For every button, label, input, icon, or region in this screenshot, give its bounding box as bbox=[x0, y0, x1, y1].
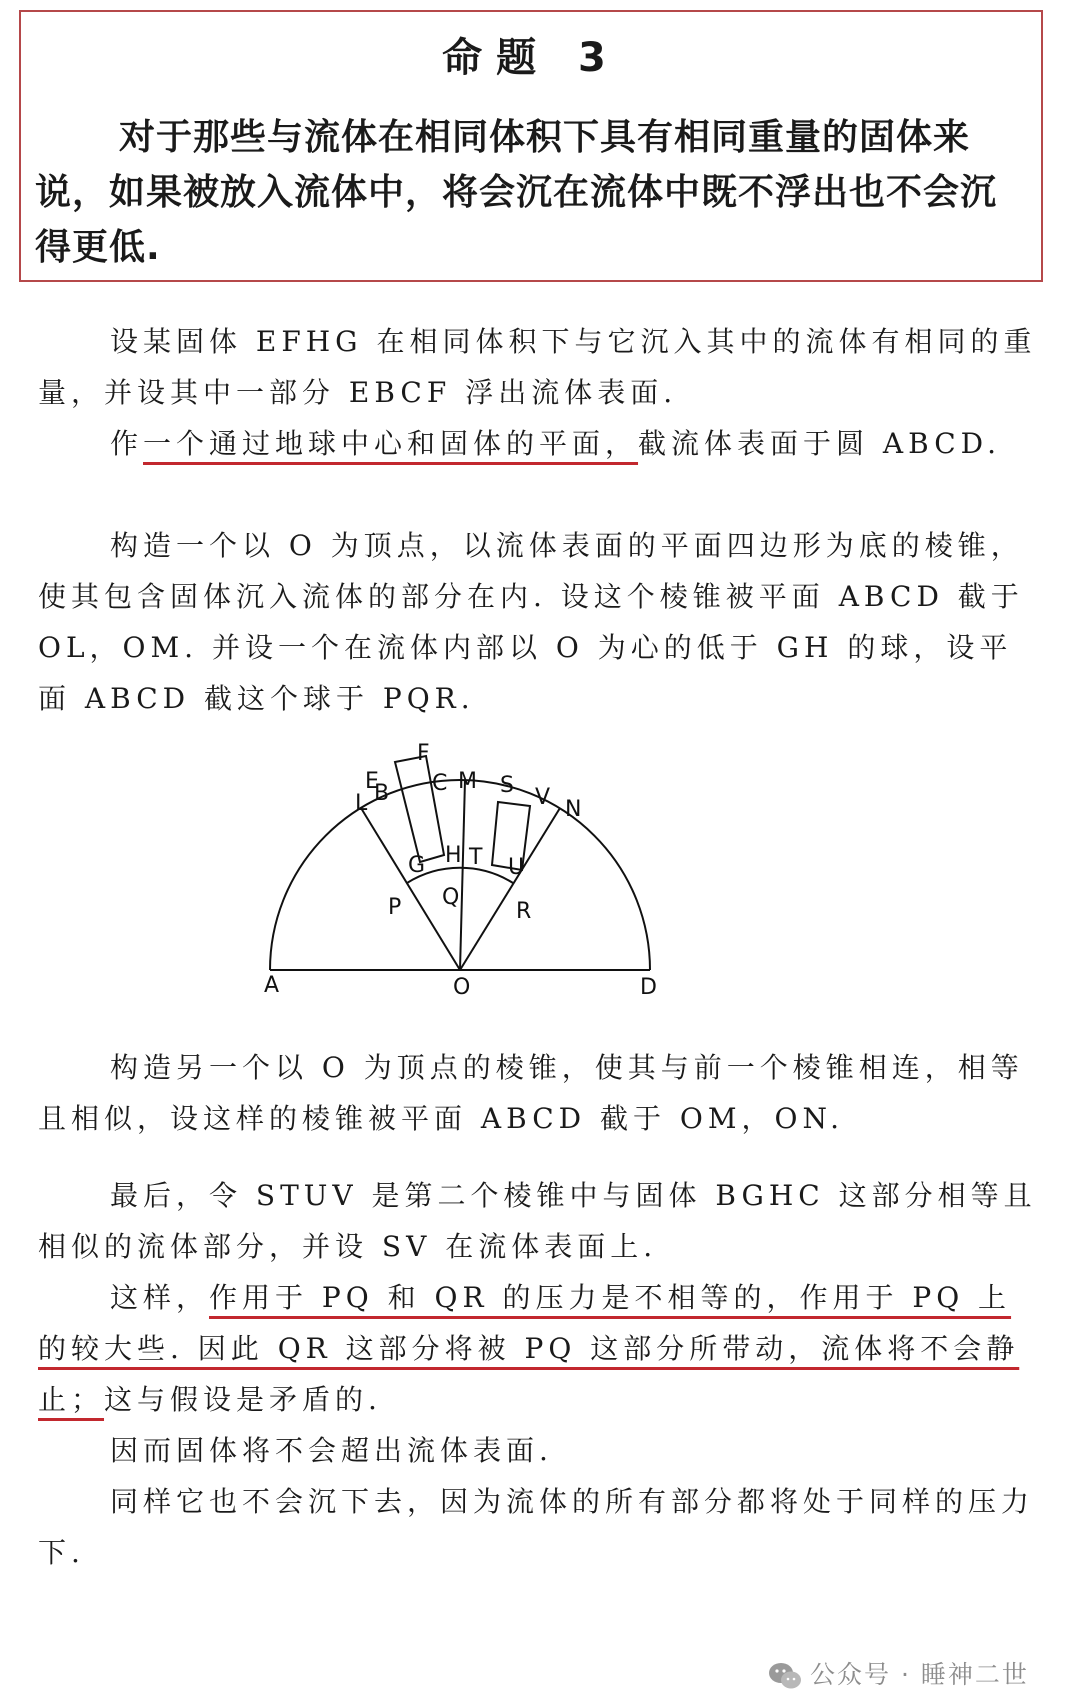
wechat-icon bbox=[768, 1662, 802, 1690]
label-p: P bbox=[388, 895, 402, 920]
paragraph-7: 因而固体将不会超出流体表面. bbox=[110, 1434, 553, 1467]
watermark bbox=[768, 1655, 1029, 1691]
label-m: M bbox=[458, 769, 477, 794]
paragraph-6-underlined: 作用于 PQ 和 QR 的压力是不相等的，作用于 PQ 上的较大些. 因此 QR 这部分将被 PQ 这部分所带动，流体将不会静止； bbox=[38, 1281, 1020, 1416]
paragraph-8: 同样它也不会沉下去，因为流体的所有部分都将处于同样的压力下. bbox=[38, 1485, 1035, 1569]
paragraph-2-underlined: 一个通过地球中心和固体的平面， bbox=[143, 427, 639, 460]
paragraph-4: 构造另一个以 O 为顶点的棱锥，使其与前一个棱锥相连，相等且相似，设这样的棱锥被平面 ABCD 截于 OM，ON. bbox=[38, 1051, 1024, 1135]
paragraph-6 bbox=[38, 1272, 1038, 1425]
label-s: S bbox=[500, 773, 514, 798]
label-f: F bbox=[417, 741, 430, 766]
proposition-title: 命题 3 bbox=[442, 35, 620, 81]
line-om bbox=[460, 780, 465, 970]
line-on bbox=[460, 808, 560, 970]
label-q: Q bbox=[442, 885, 460, 910]
label-h: H bbox=[445, 843, 462, 868]
label-o: O bbox=[453, 975, 471, 1000]
label-c: C bbox=[432, 771, 448, 796]
paragraph-5: 最后，令 STUV 是第二个棱锥中与固体 BGHC 这部分相等且相似的流体部分，并设 SV 在流体表面上. bbox=[38, 1179, 1037, 1263]
label-u: U bbox=[508, 855, 525, 880]
paragraph-6-post: 这与假设是矛盾的. bbox=[104, 1383, 382, 1416]
proposition-statement: 对于那些与流体在相同体积下具有相同重量的固体来说，如果被放入流体中，将会沉在流体中既不浮出也不会沉得更低. bbox=[35, 117, 998, 268]
paragraph-6-pre: 这样， bbox=[110, 1281, 210, 1314]
proposition-box bbox=[19, 10, 1043, 282]
label-g: G bbox=[408, 853, 426, 878]
paragraph-2-pre: 作 bbox=[110, 427, 144, 460]
paragraph-2 bbox=[38, 418, 1038, 469]
label-e: E bbox=[365, 769, 379, 794]
paragraph-3: 构造一个以 O 为顶点，以流体表面的平面四边形为底的棱锥，使其包含固体沉入流体的部分在内. 设这个棱锥被平面 ABCD 截于 OL，OM. 并设一个在流体内部以 O 为心的低于 GH 的球，设平面 ABCD 截这个球于 PQR. bbox=[38, 529, 1024, 715]
label-a: A bbox=[264, 973, 280, 998]
label-b: B bbox=[374, 781, 390, 806]
watermark-text: 公众号 · 睡神二世 bbox=[810, 1660, 1029, 1689]
label-l: L bbox=[355, 791, 368, 816]
label-t: T bbox=[469, 845, 483, 870]
label-r: R bbox=[516, 899, 532, 924]
label-d: D bbox=[640, 975, 657, 1000]
paragraph-2-post: 截流体表面于圆 ABCD. bbox=[638, 427, 1002, 460]
label-v: V bbox=[535, 785, 551, 810]
paragraph-1: 设某固体 EFHG 在相同体积下与它沉入其中的流体有相同的重量，并设其中一部分 EBCF 浮出流体表面. bbox=[38, 325, 1037, 409]
label-n: N bbox=[565, 797, 582, 822]
